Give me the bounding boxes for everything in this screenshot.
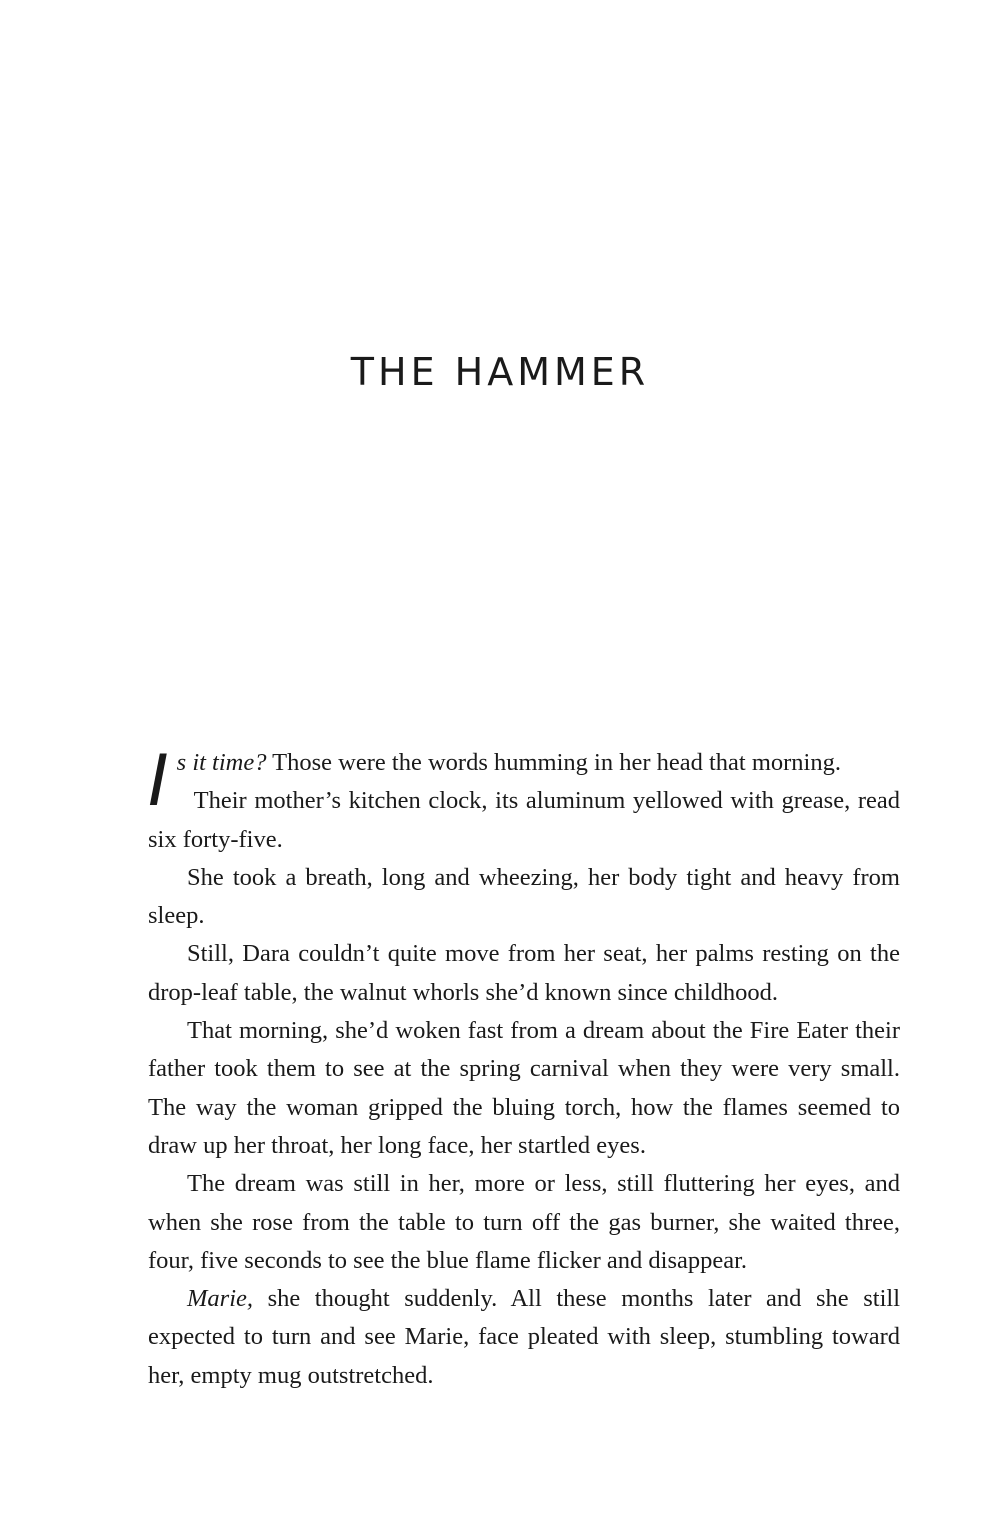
opening-paragraph: [148, 740, 900, 859]
chapter-title: THE HAMMER: [350, 350, 650, 394]
opening-italic-lead: s it time?: [176, 749, 267, 776]
paragraph: She took a breath, long and wheezing, her body tight and heavy from sleep.: [148, 863, 900, 930]
last-italic-lead: Marie,: [187, 1285, 253, 1313]
paragraph: Still, Dara couldn’t quite move from her seat, her palms resting on the drop-leaf table, the walnut whorls she’d known since childhood.: [148, 940, 900, 1006]
opening-lead-rest: Those were the words humming in her head that morning.: [266, 749, 841, 776]
paragraph: The dream was still in her, more or less, still fluttering her eyes, and when she rose from the table to turn off the gas burner, she waited three, four, five seconds to see the blue flame flicker and disappear.: [148, 1170, 900, 1274]
last-paragraph: [148, 1280, 900, 1395]
chapter-body: [148, 740, 900, 1395]
paragraph: That morning, she’d woken fast from a dream about the Fire Eater their father took them to see at the spring carnival when they were very small. The way the woman gripped the bluing torch, how the flames seemed to draw up her throat, her long face, her startled eyes.: [148, 1017, 900, 1159]
drop-cap: I: [148, 740, 169, 822]
last-paragraph-rest: she thought suddenly. All these months later and she still expected to turn and see Marie, face pleated with sleep, stumbling toward her, empty mug outstretched.: [148, 1285, 900, 1389]
opening-second-line: Their mother’s kitchen clock, its aluminum yellowed with grease, read six forty-five.: [148, 787, 900, 853]
